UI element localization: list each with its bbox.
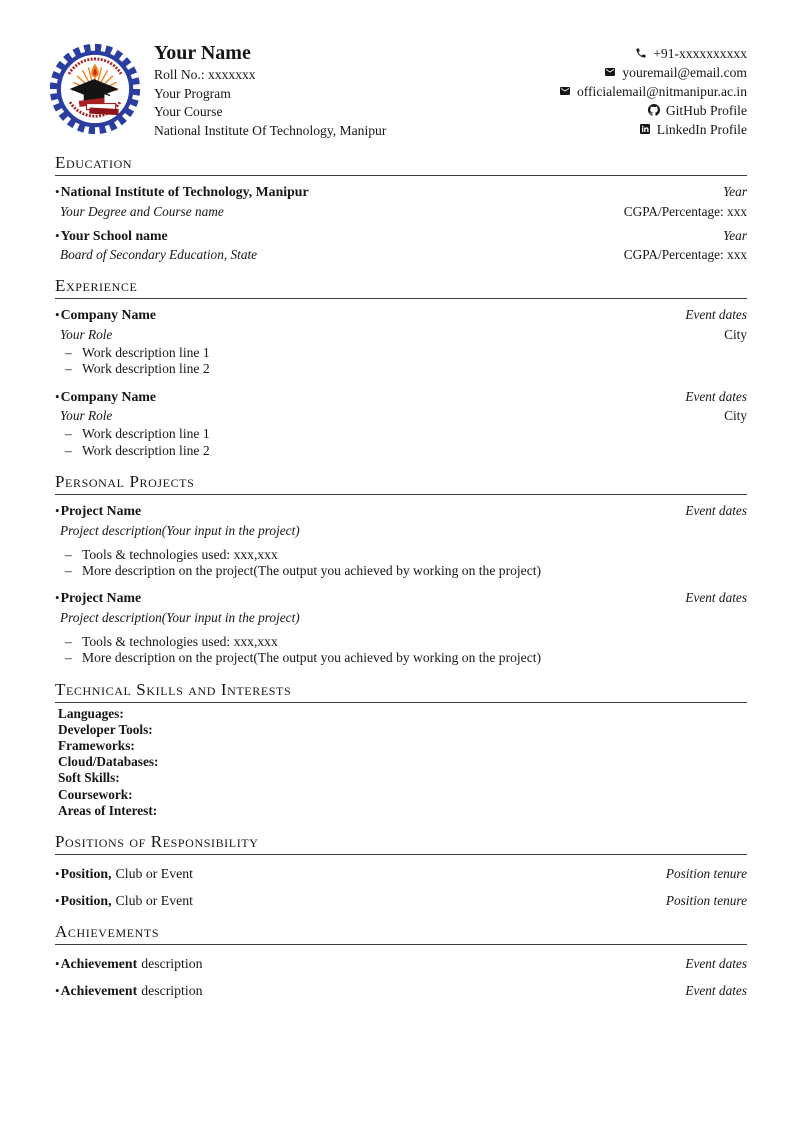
github-link[interactable]: GitHub Profile (665, 103, 747, 118)
education-year: Year (723, 227, 747, 243)
point-dash: – (65, 633, 72, 649)
entry-bullet: • (55, 388, 60, 404)
skill-label-areas-of-interest: Areas of Interest: (58, 802, 158, 818)
event-dates: Event dates (685, 590, 747, 606)
experience-entry (55, 388, 747, 459)
skills-title: Technical Skills and Interests (55, 680, 747, 703)
personal-email-line[interactable] (559, 63, 747, 82)
official-email[interactable]: officialemail@nitmanipur.ac.in (576, 84, 747, 99)
section-experience (55, 276, 747, 459)
entry-bullet: • (55, 307, 60, 323)
point-dash: – (65, 344, 72, 360)
section-skills (55, 680, 747, 819)
point-dash: – (65, 546, 72, 562)
position-name: Position, (60, 866, 112, 882)
project-point (65, 563, 747, 579)
project-points (55, 634, 747, 667)
event-dates: Event dates (685, 983, 747, 999)
cgpa-value: CGPA/Percentage: xxx (623, 247, 747, 263)
personal-email[interactable]: youremail@email.com (622, 65, 747, 80)
skill-label-cloud-databases: Cloud/Databases: (58, 754, 159, 770)
education-entry (55, 183, 747, 220)
nit-manipur-logo (48, 40, 142, 138)
work-point-text: Work description line 1 (82, 426, 210, 442)
point-dash: – (65, 562, 72, 578)
contact-block (559, 40, 747, 140)
entry-bullet: • (55, 983, 60, 999)
positions-title: Positions of Responsibility (55, 832, 747, 855)
education-year: Year (723, 184, 747, 200)
work-point (65, 361, 747, 377)
achievement-name: Achievement (60, 983, 138, 999)
project-name: Project Name (60, 503, 142, 518)
city: City (724, 326, 747, 342)
section-projects (55, 472, 747, 667)
degree-name: Your Degree and Course name (60, 203, 224, 219)
entry-bullet: • (55, 956, 60, 972)
school-name: National Institute of Technology, Manipur (60, 184, 309, 200)
role: Your Role (60, 408, 113, 424)
position-tenure: Position tenure (665, 893, 747, 909)
achievement-detail: description (141, 956, 203, 972)
company-name: Company Name (60, 388, 156, 404)
point-dash: – (65, 442, 72, 458)
cgpa-value: CGPA/Percentage: xxx (623, 203, 747, 219)
event-dates: Event dates (685, 307, 747, 323)
position-entry (55, 892, 747, 909)
position-entry (55, 865, 747, 882)
project-description: Project description(Your input in the project) (60, 609, 300, 625)
board-name: Board of Secondary Education, State (60, 247, 258, 263)
entry-bullet: • (55, 227, 60, 243)
project-points (55, 547, 747, 580)
project-point (65, 650, 747, 666)
linkedin-icon (639, 123, 651, 135)
work-point-text: Work description line 1 (82, 344, 210, 360)
entry-bullet: • (55, 503, 60, 518)
entry-bullet: • (55, 866, 60, 882)
linkedin-link[interactable]: LinkedIn Profile (656, 122, 747, 137)
work-point-text: Work description line 2 (82, 442, 210, 458)
work-point (65, 443, 747, 459)
entry-bullet: • (55, 590, 60, 606)
official-email-line[interactable] (559, 82, 747, 101)
education-entry (55, 227, 747, 264)
skill-label-frameworks: Frameworks: (58, 738, 135, 754)
project-name: Project Name (60, 590, 142, 606)
program: Your Program (154, 85, 231, 101)
achievements-title: Achievements (55, 922, 747, 945)
role: Your Role (60, 326, 113, 342)
event-dates: Event dates (685, 956, 747, 972)
point-dash: – (65, 650, 72, 666)
projects-title: Personal Projects (55, 472, 747, 495)
event-dates: Event dates (685, 388, 747, 404)
achievement-entry (55, 955, 747, 972)
phone-line (559, 44, 747, 63)
point-dash: – (65, 426, 72, 442)
project-point (65, 547, 747, 563)
project-entry (55, 589, 747, 666)
experience-entry (55, 306, 747, 377)
envelope-icon (604, 66, 616, 78)
course: Your Course (154, 104, 223, 120)
position-tenure: Position tenure (665, 866, 747, 882)
linkedin-line[interactable] (559, 120, 747, 139)
work-points (55, 345, 747, 378)
position-detail: Club or Event (115, 893, 193, 909)
phone-icon (635, 47, 647, 59)
skill-label-coursework: Coursework: (58, 786, 133, 802)
github-icon (648, 104, 660, 116)
school-name: Your School name (60, 227, 168, 243)
resume-header (48, 40, 747, 140)
section-achievements (55, 922, 747, 999)
section-positions (55, 832, 747, 909)
work-points (55, 426, 747, 459)
project-entry (55, 502, 747, 579)
experience-title: Experience (55, 276, 747, 299)
identity-block (154, 40, 559, 140)
institute-name: National Institute Of Technology, Manipur (154, 122, 387, 138)
position-detail: Club or Event (115, 866, 193, 882)
event-dates: Event dates (685, 503, 747, 518)
nit-manipur-logo-icon (48, 40, 142, 138)
work-point (65, 345, 747, 361)
position-name: Position, (60, 893, 112, 909)
achievement-name: Achievement (60, 956, 138, 972)
project-point-text: Tools & technologies used: xxx,xxx (82, 546, 278, 562)
entry-bullet: • (55, 184, 60, 200)
person-name: Your Name (154, 42, 251, 64)
phone-number: +91-xxxxxxxxxx (653, 46, 747, 61)
point-dash: – (65, 361, 72, 377)
skill-label-soft-skills: Soft Skills: (58, 770, 120, 786)
skill-label-languages: Languages: (58, 705, 124, 721)
project-point-text: Tools & technologies used: xxx,xxx (82, 633, 278, 649)
project-point-text: More description on the project(The output you achieved by working on the project) (82, 562, 542, 578)
project-point (65, 634, 747, 650)
education-title: Education (55, 153, 747, 176)
project-description: Project description(Your input in the project) (60, 522, 300, 538)
company-name: Company Name (60, 307, 156, 323)
city: City (724, 408, 747, 424)
skills-list (55, 706, 747, 819)
roll-number: Roll No.: xxxxxxx (154, 67, 256, 82)
entry-bullet: • (55, 893, 60, 909)
work-point-text: Work description line 2 (82, 361, 210, 377)
achievement-entry (55, 982, 747, 999)
achievement-detail: description (141, 983, 203, 999)
section-education (55, 153, 747, 263)
work-point (65, 426, 747, 442)
skill-label-developer-tools: Developer Tools: (58, 721, 153, 737)
github-line[interactable] (559, 101, 747, 120)
envelope-icon (559, 85, 571, 97)
project-point-text: More description on the project(The output you achieved by working on the project) (82, 650, 542, 666)
